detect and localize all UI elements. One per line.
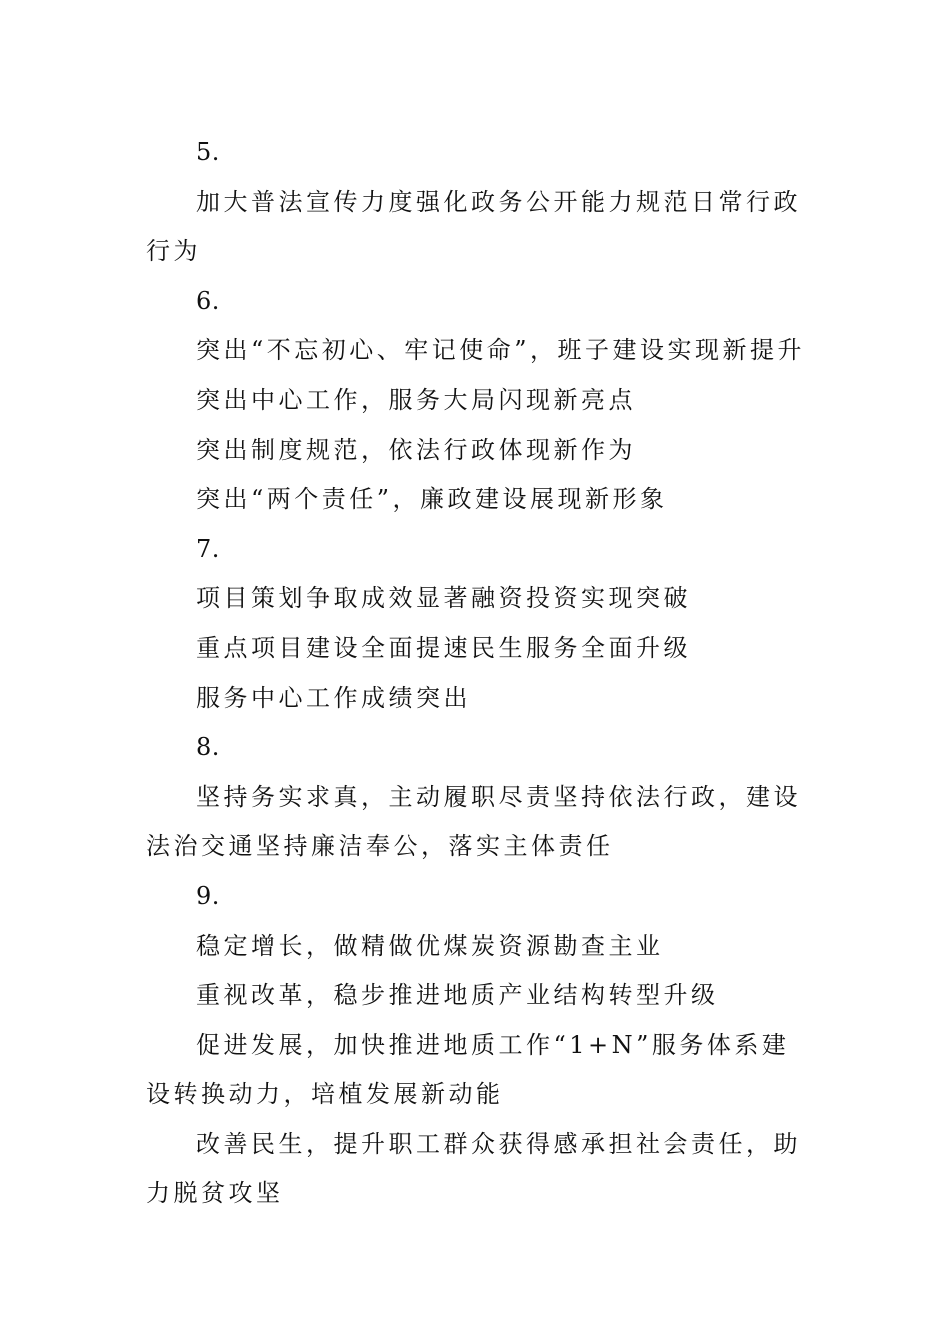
paragraph: 突出中心工作，服务大局闪现新亮点 (196, 385, 636, 414)
paragraph: 加大普法宣传力度强化政务公开能力规范日常行政行为 (146, 187, 801, 266)
section-number: 6. (196, 286, 220, 315)
paragraph: 坚持务实求真，主动履职尽责坚持依法行政，建设法治交通坚持廉洁奉公，落实主体责任 (146, 782, 801, 861)
section-number: 8. (196, 733, 220, 762)
paragraph: 服务中心工作成绩突出 (196, 683, 471, 712)
section-number: 5. (196, 138, 220, 166)
paragraph: 突出“不忘初心、牢记使命”，班子建设实现新提升 (196, 336, 806, 365)
paragraph: 突出制度规范，依法行政体现新作为 (196, 435, 636, 464)
paragraph: 促进发展，加快推进地质工作“1+N”服务体系建设转换动力，培植发展新动能 (146, 1030, 790, 1109)
paragraph: 稳定增长，做精做优煤炭资源勘查主业 (196, 931, 664, 960)
paragraph: 项目策划争取成效显著融资投资实现突破 (196, 584, 691, 613)
paragraph: 改善民生，提升职工群众获得感承担社会责任，助力脱贫攻坚 (146, 1129, 801, 1208)
paragraph: 重视改革，稳步推进地质产业结构转型升级 (196, 981, 719, 1010)
section-number: 7. (196, 534, 220, 563)
document-body (146, 128, 808, 1219)
section-number: 9. (196, 881, 220, 910)
paragraph: 突出“两个责任”，廉政建设展现新形象 (196, 485, 668, 514)
paragraph: 重点项目建设全面提速民生服务全面升级 (196, 633, 691, 662)
